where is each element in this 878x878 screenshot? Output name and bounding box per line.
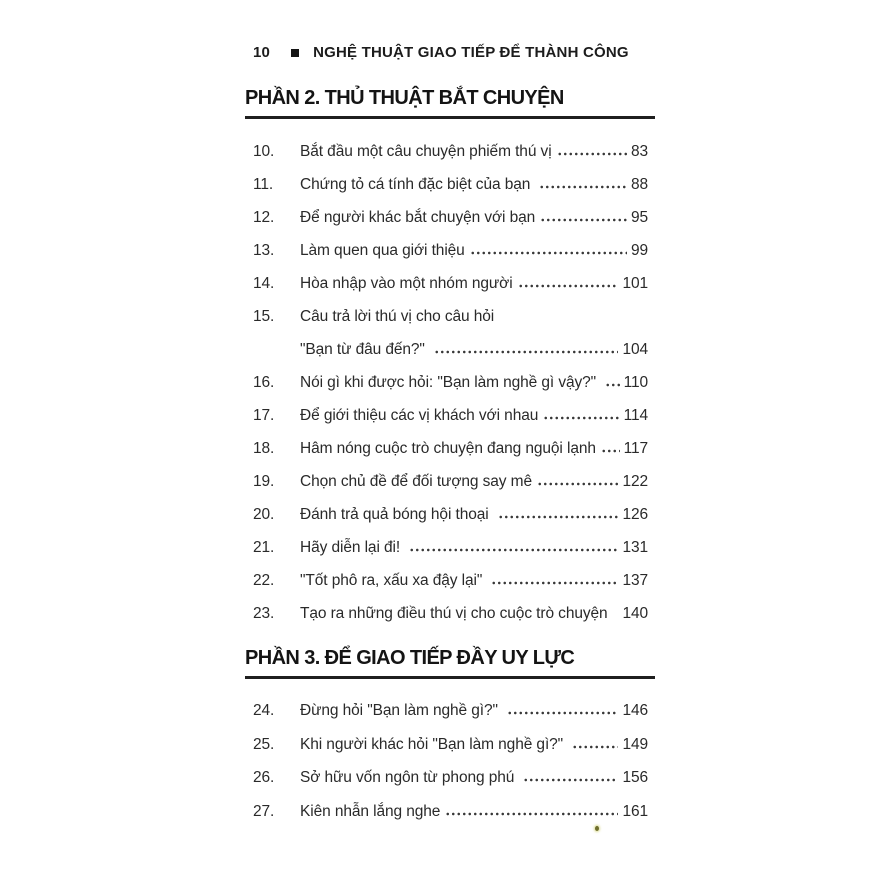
toc-item-number: 10. [253,143,275,160]
toc-item-line [245,795,655,829]
toc-item-title: Làm quen qua giới thiệu [300,242,465,259]
toc-item-page-number: 83 [630,143,648,160]
toc-item-line [245,366,655,399]
toc-item-number: 16. [253,374,275,391]
toc-item-page-number: 104 [622,341,648,358]
toc-item-title: "Bạn từ đâu đến?" [300,341,430,358]
toc-item-title: Chọn chủ đề để đối tượng say mê [300,473,532,490]
toc-item-line [245,135,655,168]
section-heading: PHẦN 3. ĐỂ GIAO TIẾP ĐẦY UY LỰC [245,646,655,679]
toc-item-page-number: 110 [623,374,648,391]
toc-item-title: Để người khác bắt chuyện với bạn [300,209,536,226]
dotted-leader [470,251,627,255]
toc-item-title: Sở hữu vốn ngôn từ phong phú [300,769,519,787]
toc-item-title: "Tốt phô ra, xấu xa đậy lại" [300,572,487,589]
toc-item-number: 27. [253,803,275,821]
toc-item-line [245,234,655,267]
dotted-leader [434,350,618,354]
toc-item-number: 19. [253,473,275,490]
toc-section-part3 [245,646,655,829]
toc-item-line [245,531,655,564]
dotted-leader [543,416,619,420]
dotted-leader [537,482,618,486]
dotted-leader [601,449,620,453]
toc-item-title: Hãy diễn lại đi! [300,539,405,556]
toc-item-line [245,597,655,630]
dotted-leader [523,778,618,782]
toc-item-title: Chứng tỏ cá tính đặc biệt của bạn [300,176,535,193]
toc-item-title: Đánh trả quả bóng hội thoại [300,506,493,523]
toc-item-line [245,333,655,366]
toc-item-page-number: 122 [622,473,648,490]
toc-item-line [245,267,655,300]
toc-item-title: Tạo ra những điều thú vị cho cuộc trò chuyện [300,605,608,622]
toc-item-page-number: 156 [622,769,648,787]
toc-item-line [245,201,655,234]
toc-item-page-number: 131 [622,539,648,556]
toc-item-title: Hòa nhập vào một nhóm người [300,275,513,292]
toc-item-title: Khi người khác hỏi "Bạn làm nghề gì?" [300,735,568,753]
toc-item-number: 15. [253,308,275,325]
toc-item-title: Nói gì khi được hỏi: "Bạn làm nghề gì vậy?" [300,374,601,391]
running-head-page-number: 10 [253,44,271,61]
toc-item-page-number: 140 [622,605,648,622]
toc-item-page-number: 146 [622,702,648,719]
toc-item-number: 24. [253,702,275,719]
toc-item-line [245,728,655,762]
toc-item-number: 20. [253,506,275,523]
toc-item-line [245,694,655,728]
toc-item-line [245,168,655,201]
toc-section-part2 [245,86,655,630]
toc-item-page-number: 88 [630,176,648,193]
toc-item-page-number: 161 [622,803,648,821]
square-bullet-icon [291,49,299,57]
toc-item-number: 18. [253,440,275,457]
toc-item-title: Đừng hỏi "Bạn làm nghề gì?" [300,702,503,719]
toc-item-title: Để giới thiệu các vị khách với nhau [300,407,539,424]
dotted-leader [572,745,618,749]
toc-item-title: Câu trả lời thú vị cho câu hỏi [300,308,495,325]
toc-item-number: 23. [253,605,275,622]
toc-item-page-number: 95 [630,209,648,226]
toc-item-page-number: 137 [622,572,648,589]
toc-item-number: 26. [253,769,275,787]
dotted-leader [539,185,626,189]
toc-item-line [245,465,655,498]
dotted-leader [507,711,618,715]
running-head [253,44,629,61]
dotted-leader [557,152,627,156]
dotted-leader [540,218,627,222]
toc-item-title: Kiên nhẫn lắng nghe [300,803,441,821]
toc-item-page-number: 114 [623,407,648,424]
dotted-leader [409,548,618,552]
toc-item-number: 25. [253,735,275,753]
toc-item-number: 13. [253,242,275,259]
toc-item-page-number: 126 [622,506,648,523]
toc-item-title: Bắt đầu một câu chuyện phiếm thú vị [300,143,552,160]
running-head-book-title: NGHỆ THUẬT GIAO TIẾP ĐỂ THÀNH CÔNG [313,44,629,61]
toc-item-page-number: 149 [622,735,648,753]
dotted-leader [518,284,619,288]
toc-item-number: 21. [253,539,275,556]
dotted-leader [498,515,619,519]
toc-item-line [245,300,655,333]
toc-item-title: Hâm nóng cuộc trò chuyện đang nguội lạnh [300,440,596,457]
toc-item-line [245,432,655,465]
dotted-leader [491,581,618,585]
toc-item-line [245,399,655,432]
toc-item-line [245,498,655,531]
scan-speck-artifact [595,826,599,831]
toc-item-number: 11. [253,176,274,193]
dotted-leader [605,383,619,387]
section-heading: PHẦN 2. THỦ THUẬT BẮT CHUYỆN [245,86,655,119]
toc-item-page-number: 99 [630,242,648,259]
toc-item-number: 17. [253,407,275,424]
toc-item-number: 12. [253,209,275,226]
toc-list [245,135,655,630]
toc-item-page-number: 117 [623,440,648,457]
toc-item-page-number: 101 [622,275,648,292]
toc-item-line [245,564,655,597]
toc-item-line [245,761,655,795]
toc-list [245,694,655,829]
dotted-leader [445,812,618,816]
toc-item-number: 14. [253,275,275,292]
toc-item-number: 22. [253,572,275,589]
